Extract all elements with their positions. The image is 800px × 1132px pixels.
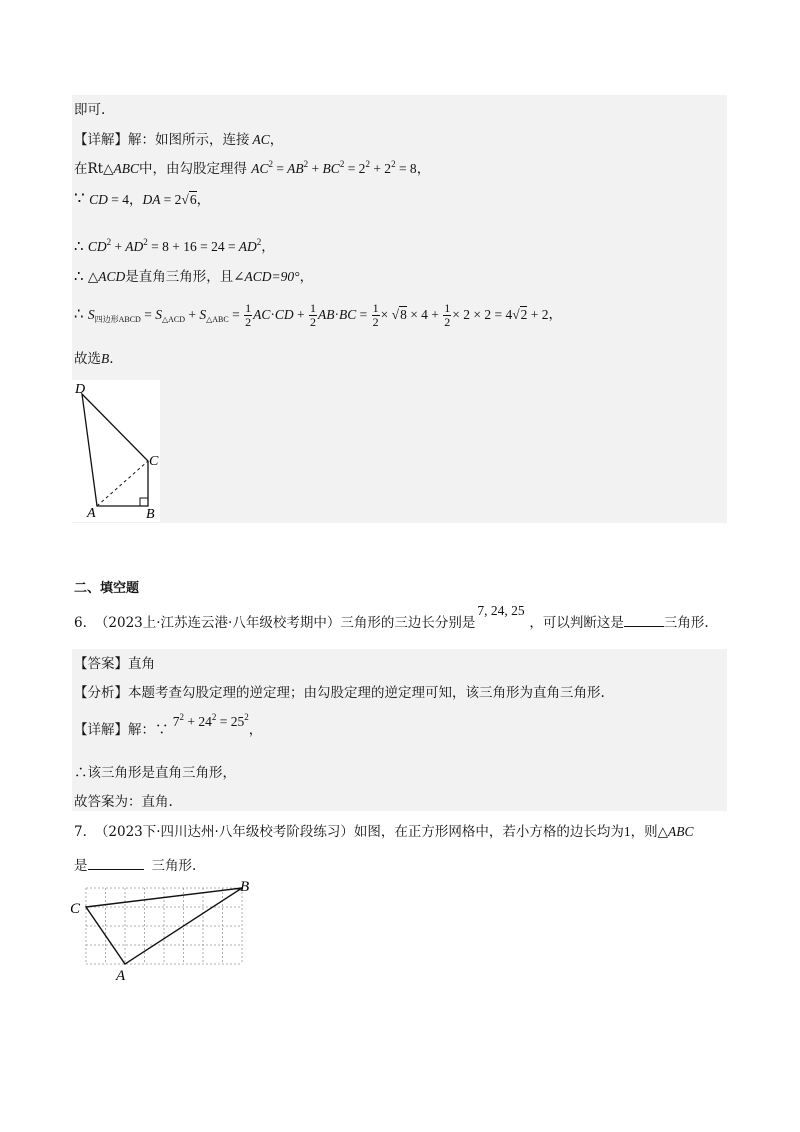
question-7-line2: 是 三角形. [74,858,197,874]
label-b: B [146,507,155,522]
analysis-tag: 【分析】 [74,685,128,701]
answer-blank-6[interactable] [624,614,664,627]
conclusion-6-line: ∴该三角形是直角三角形， [74,765,236,781]
section-title: 二、填空题 [74,581,140,596]
final-6-line: 故答案为：直角. [74,794,173,810]
answer-blank-7[interactable] [88,857,144,870]
given-lengths: CD = 4，DA = 2√6 [89,192,197,207]
given-lengths-line: ∵ CD = 4，DA = 2√6， [74,189,211,209]
grid-triangle-figure [68,876,264,986]
square-grid [86,888,242,964]
solution-line-1: 即可. [74,102,106,118]
sum-squares-line: ∴ $CD^2 + AD^2 = 8 + 16 = 24 = AD^2$， [74,237,275,255]
detail-tag: 【详解】 [74,722,128,738]
area-equation: $S_{四边形ABCD} = S_{\triangle ACD} + S_{\triangle ABC}$ = $\frac{1}{2}$ AC·CD + $\frac{1}{2}$ AB·BC = $\frac{1}{2}$ × √8 × 4 + $\frac{1}{2}$ × 2 × 2 = 4√2 + 2 [87,301,549,329]
right-triangle-line: ∴ △ACD是直角三角形，且∠ACD=90°， [74,267,314,285]
question-7: 7. （2023下·四川达州·八年级校考阶段练习）如图，在正方形网格中，若小方格的边长均为1，则△ABC [74,824,694,840]
detail-line: 【详解】解：如图所示，连接 AC， [74,132,284,148]
side-lengths: 7, 24, 25 [477,603,525,618]
label-a: A [87,506,96,521]
quadrilateral-figure [72,380,160,522]
question-6: 6. （2023上·江苏连云港·八年级校考期中）三角形的三边长分别是7, 24, 25，可以判断这是 三角形. [74,603,709,631]
sum-squares-equation: $CD^2 + AD^2 = 8 + 16 = 24 = AD^2$ [87,237,262,254]
pythagoras-line: 在Rt△ABC中，由勾股定理得 $AC^2 = AB^2 + BC^2 = 2^2 + 2^2 = 8$， [74,159,431,177]
answer-6-line: 【答案】直角 [74,656,155,672]
analysis-6-line: 【分析】本题考查勾股定理的逆定理；由勾股定理的逆定理可知，该三角形为直角三角形. [74,685,605,701]
label-a: A [116,968,126,984]
label-b: B [240,879,250,895]
detail-6-equation: $7^2 + 24^2 = 25^2$ [172,712,249,729]
label-c: C [70,901,81,917]
answer-tag: 【答案】 [74,656,128,672]
detail-6-line: 【详解】解：∵ $7^2 + 24^2 = 25^2$， [74,712,263,738]
choose-line: 故选B. [74,351,114,367]
detail-tag: 【详解】 [74,132,128,148]
label-c: C [149,454,159,469]
label-d: D [75,382,86,397]
area-line: ∴ $S_{四边形ABCD} = S_{\triangle ACD} + S_{\triangle ABC}$ = $\frac{1}{2}$ AC·CD + $\frac{1}{2}$ AB·BC = $\frac{1}{2}$ × √8 × 4 + $\frac{1}{2}$ × 2 × 2 = 4√2 + 2， [74,301,563,329]
pythagoras-equation: $AC^2 = AB^2 + BC^2 = 2^2 + 2^2 = 8$ [251,159,417,176]
